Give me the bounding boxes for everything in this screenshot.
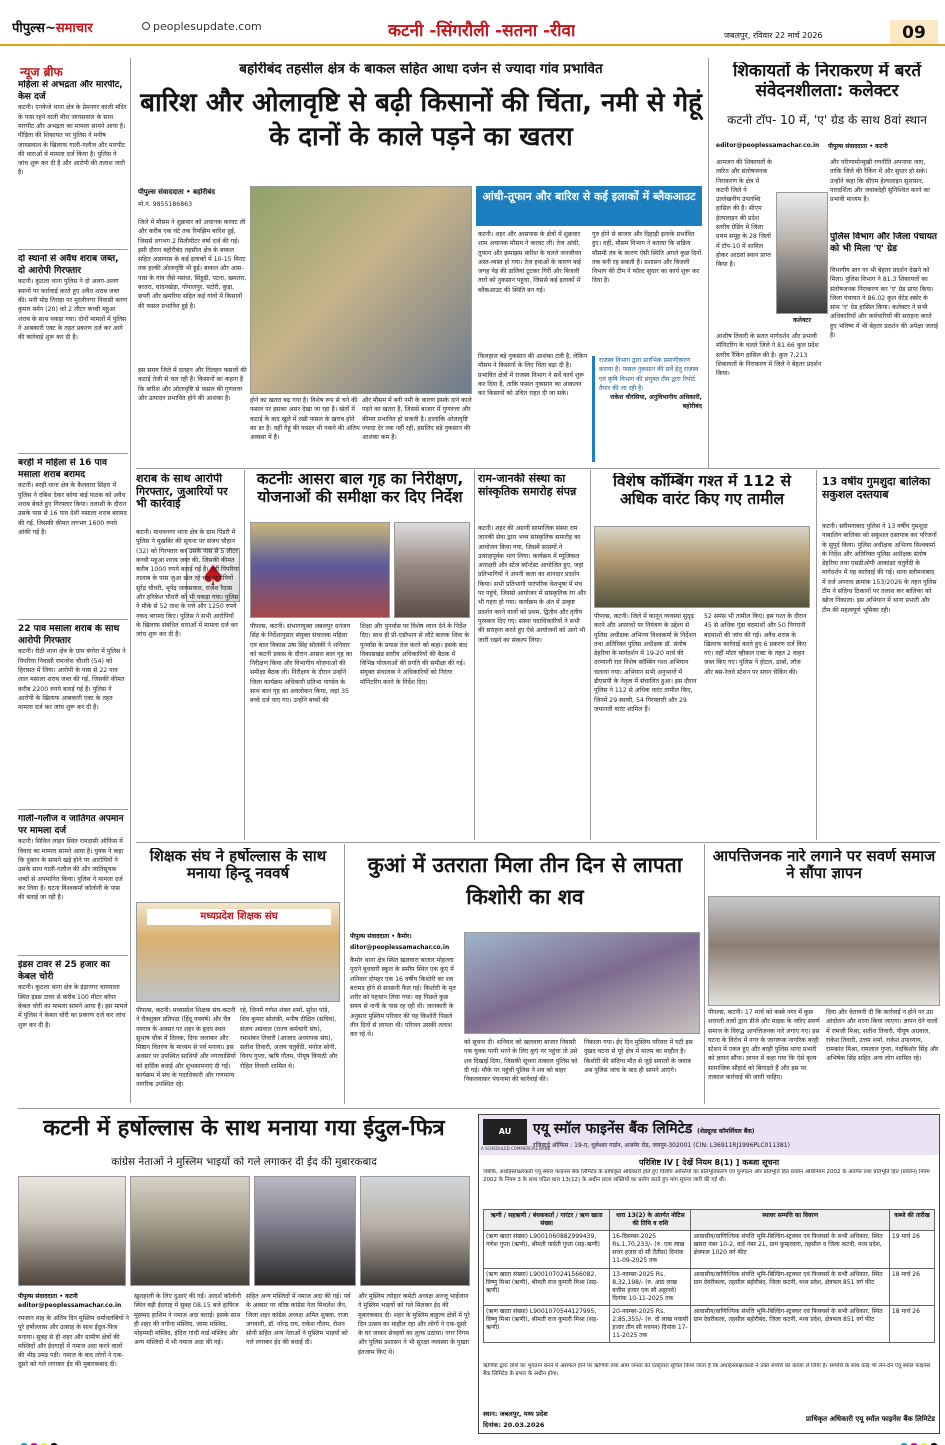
table-cell: (ऋण खाता संख्या) L9001060882999439, गणेश गुप्ता (ऋणी), श्रीमती पार्वती गुप्ता (सह-ऋणी): [484, 1231, 610, 1268]
bank-tagline: A SCHEDULED COMMERCIAL BANK: [481, 1146, 551, 1151]
eid-text-3: सहित अन्य मस्जिदों में नमाज अदा की गई। पर्व के अवसर पर वरिष्ठ कांग्रेस नेता मिथलेश जैन, जिला शहर कांग्रेस अध्यक्ष अमित शुक्ला, राजा जगवानी, डॉ. नरेन्द्र राय, राकेश गौतम, रोशन सोनी सहित अन्य नेताओं ने मुस्लिम भाइयों को गले लगाकर ईद की बधाई दी।: [246, 1293, 351, 1347]
teachers-photo: [136, 902, 340, 1002]
page-number: 09: [890, 20, 938, 46]
eid-subheadline: कांग्रेस नेताओं ने मुस्लिम भाइयों को गले लगाकर दी ईद की मुबारकबाद: [111, 1156, 377, 1168]
eid-photo-4: [360, 1176, 470, 1286]
eid-text-2: खुशहाली के लिए दुआएं की गईं। आदर्श कॉलोनी स्थित बड़ी ईदगाह में सुबह 08.15 बजे हाफिज मुहम्मद हाशिम ने नमाज अदा कराई। इसके साथ ही शहर की नगीना मस्जिद, जामा मस्जिद, मोहम्मदी मस्जिद, इंदिरा गांधी वार्ड मस्जिद और अन्य मस्जिदों में भी नमाज अदा की गई।: [134, 1293, 241, 1347]
brief-title: महिला से अभद्रता और मारपीट, केस दर्ज: [18, 80, 123, 102]
well-text-3: निकाला गया। ईद दिन मुस्लिम परिवार में घटी इस दुखद घटना से पूरे क्षेत्र में मातम का माहौल है। किशोरी की संदिग्ध मौत से जुड़े सवालों के जवाब अब पुलिस जांच के बाद ही सामने आएंगे।: [584, 1039, 693, 1074]
table-cell: 18 मार्च 26: [889, 1305, 934, 1342]
gambling-headline: शराब के साथ आरोपी गिरफ्तार, जुआरियों पर भी कार्रवाई: [136, 473, 228, 511]
notice-date: दिनांक: 20.03.2026: [483, 1421, 545, 1429]
well-photo: [464, 932, 700, 1034]
eid-photo-2: [130, 1176, 250, 1286]
collector-text-3: और परिणामोन्मुखी रणनीति अपनाया जाए, ताकि जिले की रैंकिंग में और सुधार हो सके। उन्होंने कहा कि सीएम हेल्पलाइन सुशासन, पारदर्शिता और जवाबदेही सुनिश्चित करने का प्रभावी माध्यम है।: [830, 159, 930, 204]
table-cell: (ऋण खाता संख्या) L9001070241566082, विष्णु मिश्रा (ऋणी), श्रीमती राज कुमारी मिश्रा (सह-ऋणी): [484, 1268, 610, 1305]
bank-address: रजिस्टर्ड ऑफिस : 19-ए, धूलेश्वर गार्डन, अजमेर रोड, जयपुर-302001 (CIN: L36911RJ1996PLC011381): [533, 1142, 790, 1149]
lead-column-1b: इस समय जिले में दलहन और तिलहन फसलों की कटाई तेजी से चल रही है। किसानों का कहना है कि बारिश और ओलावृष्टि से फसल की गुणवत्ता और उत्पादन प्रभावित होने की आशंका है।: [138, 367, 247, 402]
ashram-text: पीपल्स, कटनी। संभागायुक्त जबलपुर धनंजय सिंह के निर्देशानुसार संयुक्त संचालक महिला एवं बाल विकास उषा सिंह सोलंकी ने शनिवार को कटनी प्रवास के दौरान आसरा बाल गृह का निरीक्षण किया और विभागीय योजनाओं की समीक्षा बैठक ली। निरीक्षण के दौरान उन्होंने जिला कार्यक्रम अधिकारी प्रतिभा पाण्डेय के साथ बाल गृह का अवलोकन किया, जहां 35 बच्चे दर्ज पाए गए। उन्होंने बच्चों की: [250, 623, 353, 705]
gambling-text: कटनी। माधवनगर थाना क्षेत्र के ग्राम पिंडरी में पुलिस ने मुखबिर की सूचना पर संजय चौहान (32) को गिरफ्तार कर उसके पास से 5 लीटर कच्ची महुआ शराब जब्त की, जिसकी कीमत करीब 1000 रुपये बताई गई है। वहीं पिपरिया तालाब के पास जुआ खेल रहे चार आरोपियों सुरेंद्र चौधरी, भूपेंद्र जायसवाल, राजेश रैदास और हरिकेश चौधरी को भी पकड़ा गया। पुलिस ने मौके से 52 ताश के पत्ते और 1250 रुपये नकद बरामद किए। पुलिस ने सभी आरोपियों के खिलाफ संबंधित धाराओं में मामला दर्ज कर जांच शुरू कर दी है।: [136, 529, 239, 639]
table-row: [484, 1268, 935, 1305]
eid-headline: कटनी में हर्षोल्लास के साथ मनाया गया ईदुल-फित्र: [43, 1116, 445, 1141]
brief-item: [18, 80, 128, 250]
logo[interactable]: पीपुल्स~समाचार: [12, 21, 93, 36]
brief-item: [18, 458, 128, 620]
brief-text: कटनी। कुठला थाना क्षेत्र के इंद्रानगर चायवाला स्थित इंडस टावर से करीब 100 मीटर कॉपर केबल चोरी का मामला सामने आया है। इस मामले में पुलिस ने केबल चोरी का प्रकरण दर्ज कर जांच शुरू कर दी है।: [18, 984, 128, 1029]
bank-name: एयू स्मॉल फाइनेंस बैंक लिमिटेड (शेड्यूल्ड कॉमर्शियल बैंक): [533, 1121, 755, 1137]
bank-logo-icon: AU: [483, 1119, 527, 1145]
memo-headline: आपत्तिजनक नारे लगाने पर सवर्ण समाज ने सौंपा ज्ञापन: [712, 848, 936, 883]
table-header-cell: धारा 13(2) के अंतर्गत नोटिस की तिथि व राशि: [610, 1210, 691, 1231]
collector-text-4: विभागीय स्तर पर भी बेहतर प्रदर्शन देखने को मिला। पुलिस विभाग ने 81.3 शिकायतों का संतोषजनक निराकरण कर 'ए' ग्रेड प्राप्त किया। जिला पंचायत ने 86.02 कुल वेटेड स्कोर के साथ 'ए' ग्रेड हासिल किया। कलेक्टर ने सभी अधिकारियों और कर्मचारियों की सराहना करते हुए भविष्य में भी बेहतर प्रदर्शन की अपेक्षा जताई है।: [830, 267, 938, 340]
cards-icon: ♠: [200, 559, 226, 592]
table-header: [484, 1210, 935, 1231]
table-cell: आवासीय/वाणिज्यिक संपत्ति भूमि-बिल्डिंग-स्ट्रक्चर एवं फिक्चर्स के सभी अधिकार, स्थित खसरा नंबर 10-2, वार्ड नंबर 21, ग्राम कुम्हरवारा, तहसील व जिला कटनी, मध्य प्रदेश, क्षेत्रफल 1020 वर्ग फीट: [691, 1231, 889, 1268]
masthead: [0, 0, 945, 46]
collector-credit-email: editor@peoplessamachar.co.in: [716, 142, 820, 149]
collector-headline: शिकायतों के निराकरण में बरतें संवेदनशीलता: कलेक्टर: [732, 62, 922, 101]
notice-place: स्थान: जबलपुर, मध्य प्रदेश: [483, 1410, 548, 1418]
combing-photo-police: [594, 526, 810, 608]
notice-table: [483, 1209, 935, 1343]
table-row: [484, 1231, 935, 1268]
brief-item: [18, 254, 128, 454]
memo-text: पीपल्स, कटनी। 17 मार्च को कस्बे नगर में कुछ शरारती तत्वों द्वारा डीजे और माइक के जरिए सवर्ण समाज के विरुद्ध आपत्तिजनक नारे लगाए गए। इस घटना के विरोध में नगर के जागरूक नागरिक बरही स्टेशन में एकत्र हुए और बरही पुलिस थाना प्रभारी को ज्ञापन सौंपा। ज्ञापन में कहा गया कि ऐसे कृत्य सामाजिक सौहार्द को बिगाड़ते हैं और इस पर तत्काल कार्रवाई की जानी चाहिए।: [708, 1009, 820, 1082]
website-link[interactable]: peoplesupdate.com: [142, 20, 262, 33]
lead-quote-author: राकेश चौरसिया, अनुविभागीय अधिकारी, बहोरीबंद: [610, 394, 702, 411]
lead-quote: राजस्व विभाग द्वारा प्रारंभिक प्रमाणीकरण कराया है। फसल नुकसान की सर्वे हेतु राजस्व एवं कृषि विभाग की संयुक्त टीम द्वारा रिपोर्ट तैयार की जा रही है।: [599, 357, 699, 392]
dateline: जबलपुर, रविवार 22 मार्च 2026: [724, 31, 823, 40]
combing-text-2: 52 समंस भी तामील किए। इस गश्त के दौरान 45 से अधिक गुंडा बदमाशों और 50 निगरानी बदमाशों की जांच की गई। अवैध शराब के खिलाफ कार्रवाई करते हुए 6 प्रकरण दर्ज किए गए। वहीं मोटर व्हीकल एक्ट के तहत 2 वाहन जब्त किए गए। पुलिस ने होटल, ढाबों, लॉज और बस-रेलवे स्टेशन पर सघन चेकिंग की।: [704, 613, 807, 676]
brief-item: [18, 814, 128, 956]
news-brief-column: [18, 80, 128, 1103]
well-text: कैमोर थाना क्षेत्र स्थित खलवारा बाजार मोहल्ला पुराने बुधवारी स्कूल के समीप स्थित एक कुएं में शनिवार दोपहर एक 16 वर्षीय किशोरी का शव बरामद होने से सनसनी फैल गई। किशोरी के मृत शरीर को पहचान लिया गया। वह पिछले कुछ समय से नानी के पास रह रही थी। जानकारी के अनुसार मुस्लिम परिवार की यह किशोरी पिछले तीन दिनों से लापता थी। परिजन उसकी तलाश कर रहे थे।: [350, 957, 456, 1039]
brief-text: कटनी। बरही थाना क्षेत्र के कैलवारा सिंहरा में पुलिस ने दबिश देकर कोया बाई पाठक को अवैध शराब बेचते हुए गिरफ्तार किया। तलाशी के दौरान उसके पास से 16 पाव देशी मसाला शराब बरामद की गई, जिसकी कीमत लगभग 1600 रुपये आंकी गई है।: [18, 482, 127, 536]
edition-title: कटनी -सिंगरौली -सतना -रीवा: [388, 21, 576, 41]
collector-credit: पीपुल्स संवाददाता • कटनी: [828, 143, 888, 150]
well-credit: पीपुल्स संवाददाता • कैमोर।: [350, 933, 412, 940]
lead-column-2: होने का खतरा बढ़ गया है। विशेष रूप से चने की फसल पर इसका असर देखा जा रहा है। खेतों में कटाई के बाद खुले में रखी फसल के खराब होने का डर है। वहीं गेहूं की फसल भी पकने की अंतिम अवस्था में है।: [250, 397, 360, 442]
table-cell: आवासीय/वाणिज्यिक संपत्ति भूमि-बिल्डिंग-स्ट्रक्चर एवं फिक्चर्स के सभी अधिकार, स्थित ग्राम देवरीकला, तहसील बहोरीबंद, जिला कटनी, मध्य प्रदेश, क्षेत्रफल 851 वर्ग फीट: [691, 1268, 889, 1305]
table-header-cell: कब्जे की तारीख: [889, 1210, 934, 1231]
lead-photo-farmers: [250, 186, 472, 394]
brief-text: कटनी। एनकेजे थाना क्षेत्र के प्रेमनगर काली मंदिर के पास रहने वाली मीरा जायसवाल के साथ मारपीट और अभद्रता का मामला सामने आया है। पीड़िता की शिकायत पर पुलिस ने मनीष जायसवाल के खिलाफ गाली-गलौज और मारपीट की धाराओं में मामला दर्ज किया है। पुलिस ने जांच शुरू कर दी है और आरोपी की तलाश जारी है।: [18, 104, 127, 177]
notice-signatory: प्राधिकृत अधिकारी एयू स्मॉल फाइनेंस बैंक लिमिटेड: [805, 1415, 935, 1423]
brief-title: इंडस टावर से 25 हजार का केबल चोरी: [18, 960, 110, 982]
teachers-banner: मध्यप्रदेश शिक्षक संघ: [147, 909, 331, 925]
notice-intro: जबकि, अधोहस्ताक्षरकर्ता एयू स्मॉल फाइनेंस बैंक लिमिटेड के प्राधिकृत अधिकारी होते हुए वित्तीय आस्तियों का प्रतिभूतिकरण एवं पुनर्गठन और प्रतिभूति हित प्रवर्तन अधिनियम 2002 के अंतर्गत तथा प्रतिभूति हित (प्रवर्तन) नियम 2002 के नियम 3 के साथ पठित धारा 13(12) के अधीन प्रदत्त शक्तियों का प्रयोग करते हुए मांग सूचना जारी की गई थी।: [483, 1169, 930, 1183]
eid-credit: पीपुल्स संवाददाता • कटनी: [18, 1293, 78, 1300]
lead-column-1: जिले में मौसम ने शुक्रवार को अचानक करवट ली और करीब एक घंटे तक रिमझिम बारिश हुई, जिससे लगभग 2 मिलीमीटर वर्षा दर्ज की गई। इसी दौरान बहोरीबंद तहसील क्षेत्र के बाकल सहित आसपास के कई इलाकों में 10-15 मिनट तक हल्की ओलावृष्टि भी हुई। बाकल और आस-पास के गांव जैसे मसंधा, सिंहुड़ी, पटना, खमतरा, बरतरा, चांदनखेड़ा, गोपालपुर, पटोरी, कुड़ा, छपरी और खमरिया सहित कई गांवों में किसानों की फसल प्रभावित हुई है।: [138, 219, 247, 310]
combing-text: पीपल्स, कटनी। जिले में कानून व्यवस्था सुदृढ़ करने और अपराधों पर नियंत्रण के उद्देश्य से पुलिस अधीक्षक अभिनय विश्वकर्मा के निर्देशन तथा अतिरिक्त पुलिस अधीक्षक डॉ. संतोष डेहरिया के मार्गदर्शन में 19-20 मार्च की दरम्यानी रात विशेष कॉम्बिंग गश्त अभियान चलाया गया। अभियान सभी अनुभागों में डीएसपी के नेतृत्व में संचालित हुआ। इस दौरान पुलिस ने 112 से अधिक वारंट तामील किए, जिनमें 29 स्थायी, 54 गिरफ्तारी और 29 जमानती वारंट शामिल हैं।: [594, 613, 697, 713]
blackout-text-2: गुरु होने से बाजार और दिहाड़ी इलाके प्रभावित हुए। वहीं, मौसम विभाग ने बताया कि सक्रिय मौसमी तंत्र के कारण ऐसी स्थिति अगले कुछ दिनों तक बनी रह सकती है। प्रशासन और बिजली विभाग की टीम ने फॉल्ट सुधार का कार्य शुरू कर दिया है।: [592, 231, 702, 285]
brief-text: कटनी। कुठला थाना पुलिस ने दो अलग-अलग स्थानों पर कार्रवाई करते हुए अवैध शराब जब्त की। मनी मोड़ तिराहा पर मुरलीनगर निवासी करण कुमार बर्मन (20) को 2 लीटर कच्ची महुआ शराब के साथ पकड़ा गया। दोनों मामलों में पुलिस ने आबकारी एक्ट के तहत प्रकरण दर्ज कर आगे की कार्रवाई शुरू कर दी है।: [18, 278, 128, 342]
teachers-text: पीपल्स, कटनी। मध्यप्रदेश शिक्षक संघ-कटनी ने चैत्रशुक्ल प्रतिपदा (हिंदू नववर्ष) और चैत्र नवरात्र के अवसर पर शहर के हृदय स्थल सुभाष चौक में तिलक, दिया जलाकर और मिष्ठान वितरण के माध्यम से पर्व मनाया। इस अवसर पर उपस्थित साथियों और नगरवासियों को हार्दिक बधाई और शुभकामनाएं दी गईं। कार्यक्रम में संघ के पदाधिकारी और गणमान्य नागरिक उपस्थित रहे।: [136, 1007, 236, 1089]
notice-table-wrap: [483, 1209, 935, 1359]
collector-text-1: आमजन की शिकायतों के त्वरित और संतोषजनक निराकरण के क्षेत्र में कटनी जिले ने उल्लेखनीय उपलब्धि हासिल की है। सीएम हेल्पलाइन की प्रदेश स्तरीय ग्रेडिंग में जिला प्रथम समूह के 28 जिलों में टॉप-10 में शामिल होकर आठवां स्थान प्राप्त किया है।: [716, 159, 772, 269]
ashram-photo-beds: [250, 522, 390, 618]
collector-subhead-2: पुलिस विभाग और जिला पंचायत को भी मिला 'ए' ग्रेड: [830, 232, 938, 254]
collector-subheadline: कटनी टॉप- 10 में, 'ए' ग्रेड के साथ 8वां स्थान: [727, 114, 927, 127]
ashram-photo-official: [394, 522, 470, 618]
eid-photo-1: [18, 1176, 126, 1286]
well-text-2: को सूचना दी। शनिवार को खलवारा बाजार निवासी एक युवक पानी भरने के लिए कुएं पर पहुंचा तो उसे शव दिखाई दिया, जिसकी सूचना तत्काल पुलिस को दी गई। मौके पर पहुंची पुलिस ने शव को बाहर निकलवाकर पंचनामा की कार्रवाई की।: [464, 1039, 578, 1084]
globe-icon: [142, 22, 150, 30]
eid-text-4: और मुस्लिम त्योहार कमेटी अध्यक्ष अज्जू भाईजान ने मुस्लिम भाइयों को गले मिलकर ईद की मुबारकबाद दी। शहर के मुस्लिम बाहुल्य क्षेत्रों में पूरे दिन उत्सव का माहौल रहा और लोगों ने एक-दूसरे के घर जाकर सेवइयों का लुत्फ उठाया। नगर निगम और पुलिस प्रशासन ने भी सुरक्षा व्यवस्था के पुख्ता इंतजाम किए थे।: [358, 1293, 470, 1356]
print-registration-marks-right: [820, 1436, 940, 1445]
ashram-headline: कटनीः आसरा बाल गृह का निरीक्षण, योजनाओं की समीक्षा कर दिए निर्देश: [256, 471, 464, 506]
brief-title: गाली-गलौज व जातिगत अपमान पर मामला दर्ज: [18, 814, 124, 836]
collector-portrait: [776, 192, 828, 314]
blackout-headline: आंधी-तूफान और बारिश से कई इलाकों में ब्लैकआउट: [476, 186, 702, 226]
lead-column-4: फिलहाल बड़े नुकसान की आशंका टली है, लेकिन मौसम ने किसानों के लिए चिंता बढ़ा दी है। प्रभावित क्षेत्रों में राजस्व विभाग ने सर्वे कार्य शुरू कर दिया है, ताकि फसल नुकसान का आकलन कर किसानों को उचित राहत दी जा सके।: [478, 353, 588, 398]
bank-ad-header: [479, 1115, 939, 1155]
memo-photo: [708, 896, 940, 1006]
table-cell: 16-दिसम्बर-2025 Rs.1,70,233/- (रु. एक लाख सत्तर हजार दो सौ तैंतीस) दिनांक 11-09-2025 तक: [610, 1231, 691, 1268]
girl-text: कटनी। स्लीमनाबाद पुलिस ने 13 वर्षीय गुमशुदा नाबालिग बालिका को सकुशल दस्तयाब कर परिजनों के सुपुर्द किया। पुलिस अधीक्षक अभिनय विश्वकर्मा के निर्देश और अतिरिक्त पुलिस अधीक्षक संतोष डेहरिया तथा एसडीओपी आकांक्षा चतुर्वेदी के मार्गदर्शन में यह कार्रवाई की गई। थाना स्लीमनाबाद में दर्ज अपराध क्रमांक 153/2026 के तहत पुलिस टीम ने संदिग्ध ठिकानों पर तलाश कर बालिका को खोज निकाला। इस अभियान में थाना प्रभारी और टीम की महत्वपूर्ण भूमिका रही।: [822, 523, 937, 614]
brief-item: [18, 624, 128, 810]
brief-item: [18, 960, 128, 1100]
brief-title: 22 पाव मसाला शराब के साथ आरोपी गिरफ्तार: [18, 624, 120, 646]
blackout-text: कटनी। शहर और आसपास के क्षेत्रों में शुक्रवार शाम अचानक मौसम ने करवट ली। तेज आंधी, तूफान और झमाझम बारिश के चलते जनजीवन अस्त-व्यस्त हो गया। तेज हवाओं के कारण कई जगह पेड़ की डालियां टूटकर गिरीं और बिजली तारों को नुकसान पहुंचा, जिससे कई इलाकों में ब्लैकआउट की स्थिति बन गई।: [478, 231, 582, 294]
lead-column-3: और मौसम में बनी नमी के कारण इसके दाने काले पड़ने का खतरा है, जिससे बाजार में गुणवत्ता और कीमत प्रभावित हो सकती है। हालांकि ओलावृष्टि ज्यादा देर तक नहीं रही, इसलिए बड़े नुकसान की आशंका कम है।: [362, 397, 472, 442]
eid-text: रमजान माह के अंतिम दिन मुस्लिम धर्मावलंबियों ने पूरे हर्षोल्लास और उत्साह के साथ ईदुल-फित्र मनाया। सुबह से ही शहर और ग्रामीण क्षेत्रों की मस्जिदों और ईदगाहों में नमाज अदा करने वालों की भीड़ उमड़ पड़ी। नमाज के बाद लोगों ने एक-दूसरे को गले लगाकर ईद की मुबारकबाद दी।: [18, 1315, 129, 1369]
collector-caption: कलेक्टर: [793, 317, 811, 324]
lead-quote-box: [592, 356, 702, 462]
brief-title: बरही में महिला से 16 पाव मसाला शराब बरामद: [18, 458, 107, 480]
well-credit-email: ditor@peoplessamachar.co.in: [350, 944, 450, 951]
table-header-cell: ऋणी / सहऋणी / बंधककर्ता / गारंटर / ऋण खाता संख्या: [484, 1210, 610, 1231]
ramjanki-text: कटनी। शहर की अग्रणी सामाजिक संस्था राम जानकी सेवा द्वारा भव्य सांस्कृतिक समारोह का आयोजन किया गया, जिसमें सदस्यों ने उत्साहपूर्वक भाग लिया। कार्यक्रम में म्यूजिकल अंताक्षरी और स्टेज कॉन्टेस्ट आयोजित हुए, जहां प्रतिभागियों ने अपनी कला का शानदार प्रदर्शन किया। सभी प्रतिभागी पारंपरिक वेशभूषा में मंच पर पहुंचे, जिससे आयोजन में सांस्कृतिक रंग और भी गहरा हो गया। कार्यक्रम के अंत में उत्कृष्ट प्रदर्शन करने वालों को प्रथम, द्वितीय और तृतीय पुरस्कार दिए गए। संस्था पदाधिकारियों ने सभी की सराहना करते हुए ऐसे आयोजनों को आगे भी जारी रखने का संकल्प लिया।: [478, 525, 587, 644]
table-cell: 18 मार्च 26: [889, 1268, 934, 1305]
eid-photo-3: [254, 1176, 356, 1286]
well-headline: कुआं में उतराता मिला तीन दिन से लापता किशोरी का शव: [367, 853, 683, 909]
lead-kicker: बहोरीबंद तहसील क्षेत्र के बाकल सहित आधा दर्जन से ज्यादा गांव प्रभावित: [239, 62, 603, 77]
brief-text: कटनी। रीठी थाना क्षेत्र के ग्राम बंगोरा में पुलिस ने पिपरिया निवासी रामनरेश चौधरी (54) को हिरासत में लिया। आरोपी के पास से 22 पाव लाल मसाला शराब जब्त की गई, जिसकी कीमत करीब 2200 रुपये बताई गई है। पुलिस ने आरोपी के खिलाफ आबकारी एक्ट के तहत मामला दर्ज कर जांच शुरू कर दी है।: [18, 648, 126, 712]
table-row: [484, 1305, 935, 1342]
teachers-headline: शिक्षक संघ ने हर्षोल्लास के साथ मनाया हिन्दू नववर्ष: [149, 848, 327, 883]
bank-notice-ad: [478, 1114, 940, 1434]
table-cell: 19 मार्च 26: [889, 1231, 934, 1268]
ashram-text-2: शिक्षा और पुनर्वास पर विशेष ध्यान देने के निर्देश दिए। साथ ही प्री-एडॉप्शन से लौटे बालक शिवा के पुनर्वास के प्रयास तेज करने को कहा। इसके बाद विकासखंड स्तरीय अधिकारियों की बैठक में विभिन्न योजनाओं की प्रगति की समीक्षा की गई। संयुक्त संचालक ने अधिकारियों को निरंतर मॉनिटरिंग करने के निर्देश दिए।: [360, 623, 470, 686]
eid-credit-email: editor@peoplessamachar.co.in: [18, 1302, 122, 1309]
table-cell: 13-नवम्बर-2025 Rs. 8,32,198/- (रु. आठ लाख बत्तीस हजार एक सौ अट्ठानवे) दिनांक 10-11-2025 तक: [610, 1268, 691, 1305]
news-brief-label: न्यूज ब्रीफ: [20, 65, 63, 79]
girl-headline: 13 वर्षीय गुमशुदा बालिका सकुशल दस्तयाब: [822, 476, 931, 501]
lead-credit: पीपुल्स संवाददाता • बहोरीबंद: [138, 188, 215, 196]
teachers-text-2: रहे, जिनमें गणेश शंकर शर्मा, सुरेश पांडे, शिव कुमार सोलंकी, मनीष दीक्षित (सचिव), संजय अग्रवाल (राज्य कर्मचारी संघ), रमाशंकर तिवारी (आजाद अध्यापक संघ), सतीश तिवारी, अजय चतुर्वेदी, मनोज सोनी, विनय गुप्ता, ऋषि गौतम, पीयूष त्रिपाठी और रोहित तिवारी शामिल थे।: [240, 1007, 338, 1070]
table-cell: 20-नवम्बर-2025 Rs. 2,85,355/- (रु. दो लाख पचासी हजार तीन सौ पचपन) दिनांक 17-11-2025 तक: [610, 1305, 691, 1342]
memo-text-2: दिया और चेतावनी दी कि कार्रवाई न होने पर उग्र आंदोलन और धरना किया जाएगा। ज्ञापन देने वालों में रामजी मिश्रा, सतीश तिवारी, पीयूष अग्रवाल, राकेश तिवारी, उत्तम शर्मा, राकेश उपाध्याय, रामकांत मिश्रा, रामलाल गुप्ता, नंदकिशोर सिंह और अभिषेक सिंह सहित अन्य लोग शामिल रहे।: [826, 1009, 939, 1063]
brief-text: कटनी। सिविल लाइन स्थित रामदासी ऑफिस में विवाद का मामला सामने आया है। युवक ने कहा कि दुकान के सामने खड़े होने पर आरोपियों ने उसके साथ गाली-गलौज की और जातिसूचक शब्दों से अपमानित किया। पुलिस ने मामला दर्ज कर लिया है। घटना विश्वकर्मा कॉलोनी के पास की बताई जा रही है।: [18, 838, 124, 902]
brief-title: दो स्थानों से अवैध शराब जब्त, दो आरोपी गिरफ्तार: [18, 254, 119, 276]
notice-title: परिशिष्ट IV [ देखें नियम 8(1) ] कब्जा सूचना: [638, 1158, 780, 1167]
notice-footer: ऋणियों द्वारा राशि का भुगतान करने में असफल होने पर ऋणियों तथा आम जनता को एतद्द्वारा सूचित किया जाता है कि अधोहस्ताक्षरकर्ता ने उक्त संपत्ति का कब्जा ले लिया है। सम्पत्ति के साथ कोई भी लेन-देन एयू स्मॉल फाइनेंस बैंक लिमिटेड के प्रभार के अधीन होगा।: [483, 1363, 931, 1377]
ramjanki-headline: राम-जानकी संस्था का सांस्कृतिक समारोह संपन्न: [478, 473, 577, 498]
table-cell: (ऋण खाता संख्या) L9001070544127995, विष्णु मिश्रा (ऋणी), श्रीमती राज कुमारी मिश्रा (सह-ऋणी): [484, 1305, 610, 1342]
table-header-cell: स्थावर सम्पत्ति का विवरण: [691, 1210, 889, 1231]
print-registration-marks: [20, 1436, 140, 1445]
table-cell: आवासीय/वाणिज्यिक संपत्ति भूमि-बिल्डिंग-स्ट्रक्चर एवं फिक्चर्स के सभी अधिकार, स्थित ग्राम देवरीकला, तहसील बहोरीबंद, जिला कटनी, मध्य प्रदेश, क्षेत्रफल 851 वर्ग फीट: [691, 1305, 889, 1342]
lead-headline: बारिश और ओलावृष्टि से बढ़ी किसानों की चिंता, नमी से गेहूं के दानों के काले पड़ने का खतरा: [140, 88, 702, 153]
lead-phone: मो.नं. 9855186863: [138, 201, 193, 208]
collector-text-2: आशीष तिवारी के सतत मार्गदर्शन और प्रभावी मॉनिटरिंग के चलते जिले ने 81.66 कुल प्रदेश स्तरीय रैंकिंग हासिल की है। कुल 7,213 शिकायतों के निराकरण में जिले ने बेहतर प्रदर्शन किया।: [716, 333, 822, 378]
combing-headline: विशेष कॉम्बिंग गश्त में 112 से अधिक वारंट किए गए तामील: [613, 473, 791, 508]
